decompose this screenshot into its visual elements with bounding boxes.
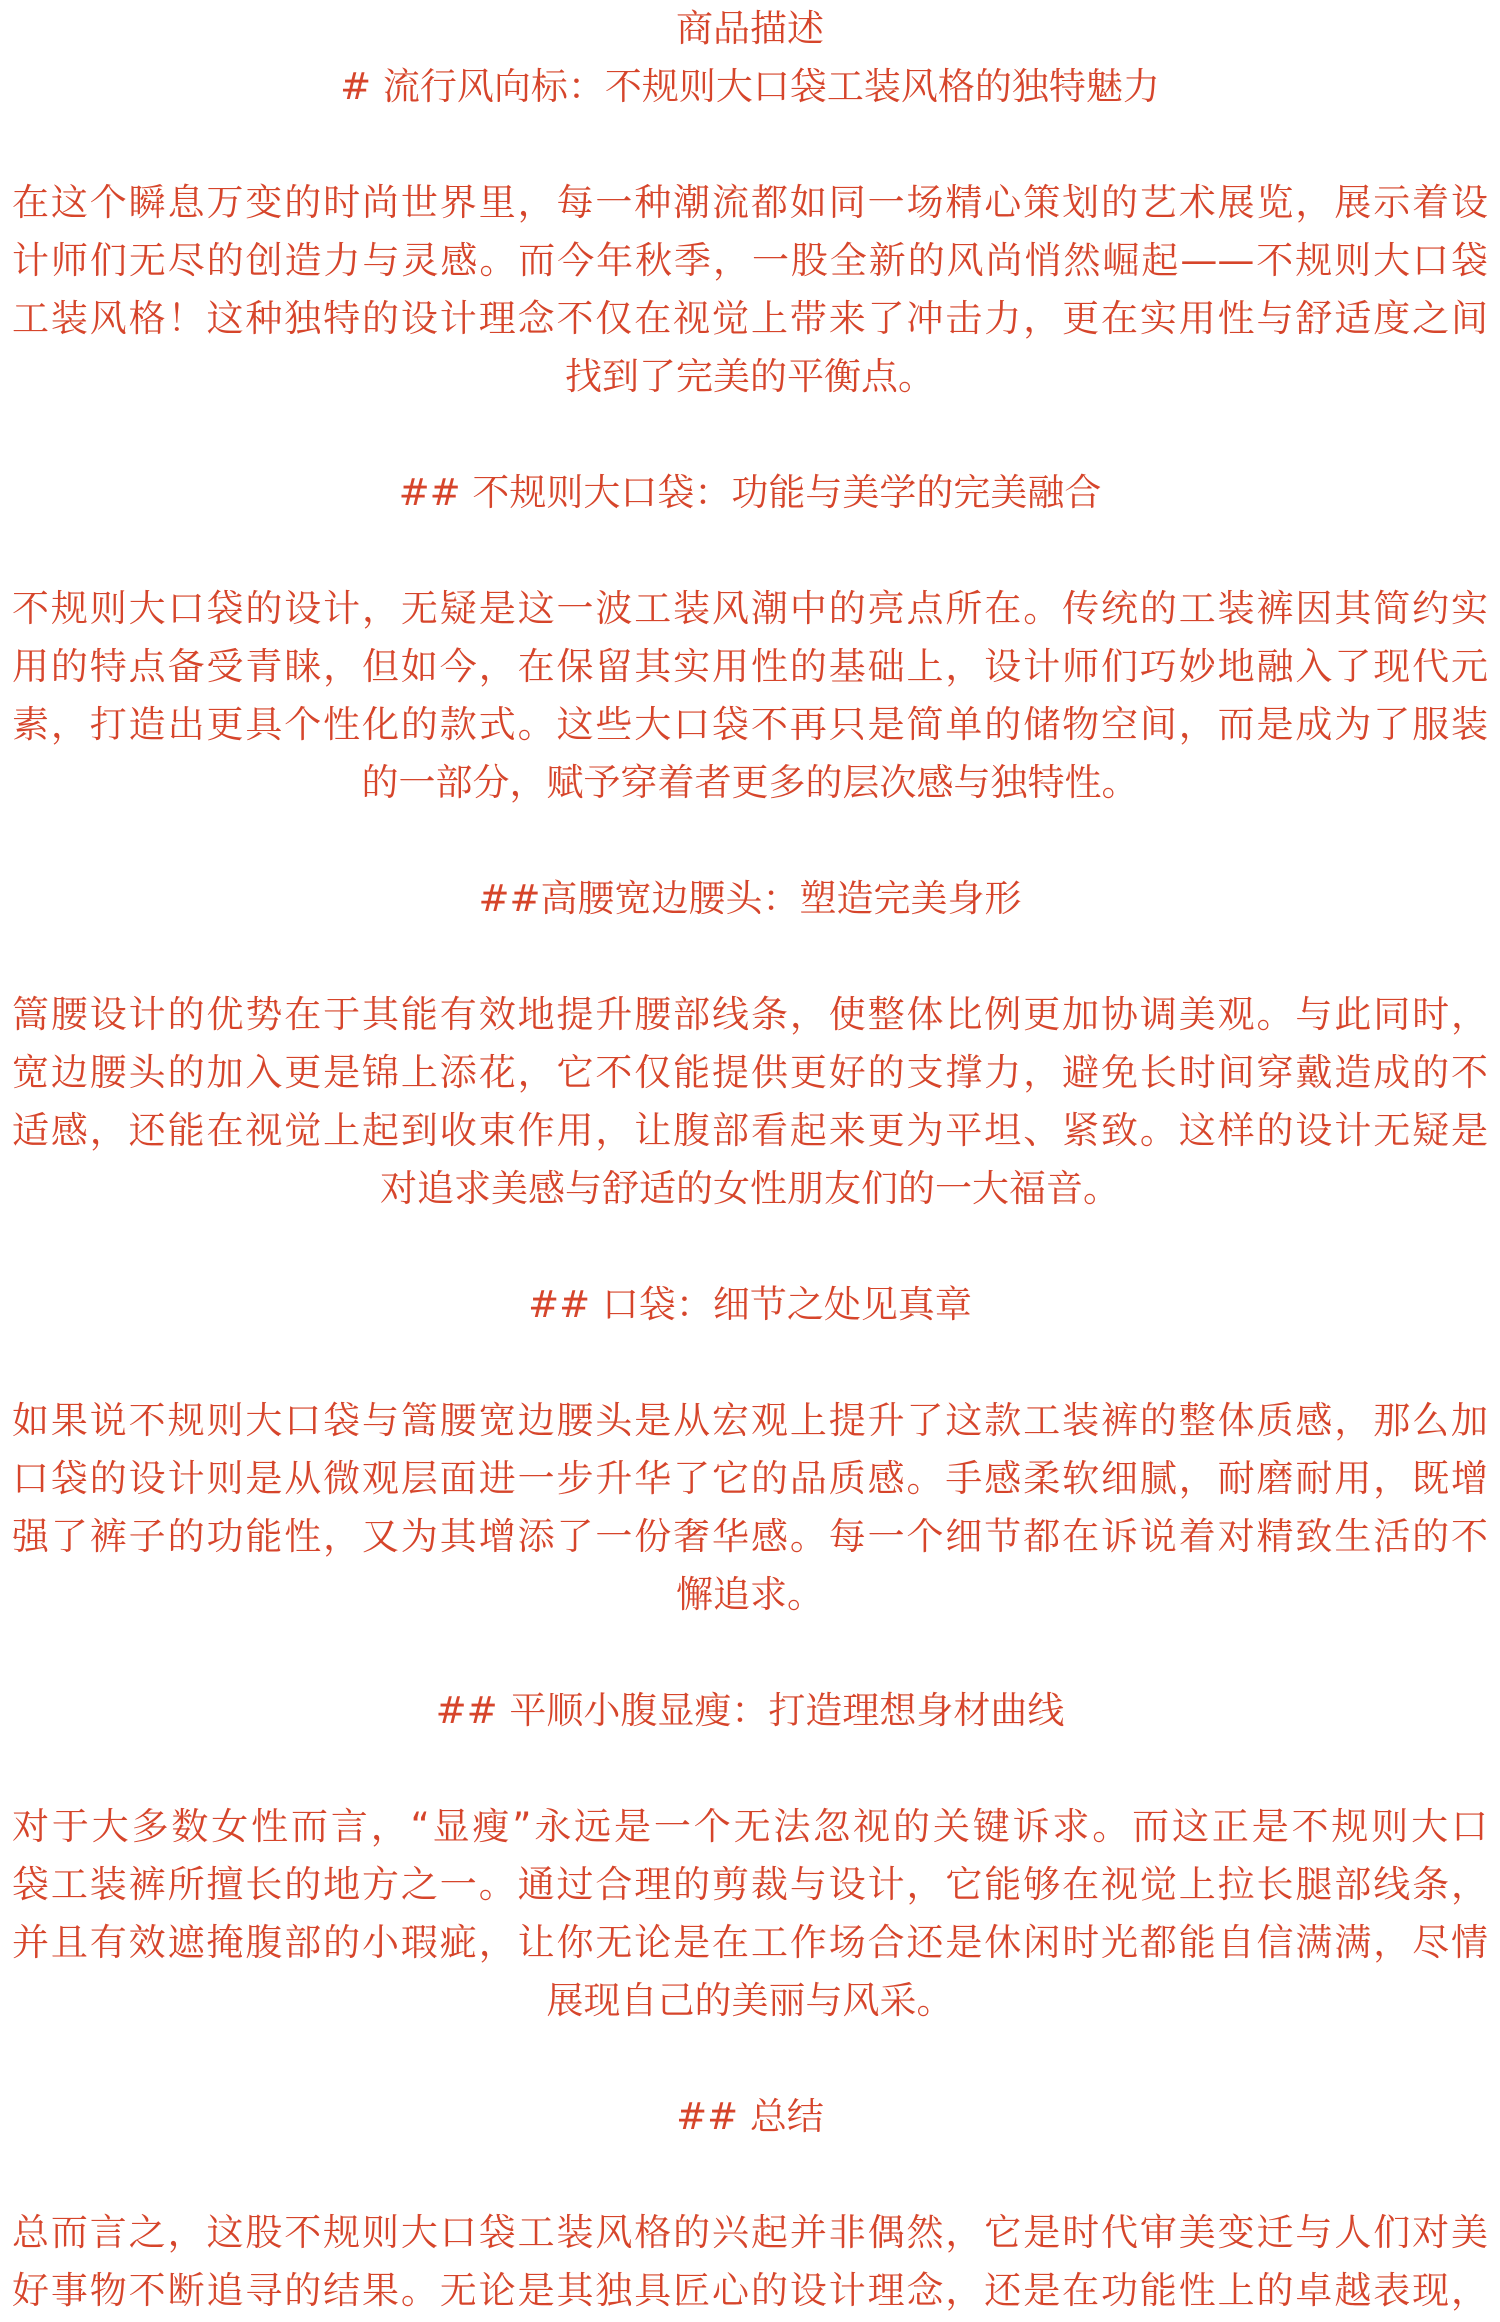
paragraph-line: 并且有效遮掩腹部的小瑕疵，让你无论是在工作场合还是休闲时光都能自信满满，尽情: [12, 1921, 1488, 1964]
spacer: [12, 812, 1488, 870]
paragraph-line: 计师们无尽的创造力与灵感。而今年秋季，一股全新的风尚悄然崛起——不规则大口袋: [12, 239, 1488, 282]
section-heading: ##高腰宽边腰头：塑造完美身形: [478, 877, 1022, 920]
paragraph-line: 的一部分，赋予穿着者更多的层次感与独特性。: [361, 761, 1139, 804]
paragraph-line: 在这个瞬息万变的时尚世界里，每一种潮流都如同一场精心策划的艺术展览，展示着设: [12, 181, 1488, 224]
spacer: [12, 2030, 1488, 2088]
spacer: [12, 1740, 1488, 1798]
paragraph-line: 如果说不规则大口袋与篙腰宽边腰头是从宏观上提升了这款工装裤的整体质感，那么加: [12, 1399, 1488, 1442]
paragraph-line: 袋工装裤所擅长的地方之一。通过合理的剪裁与设计，它能够在视觉上拉长腿部线条，: [12, 1863, 1488, 1906]
paragraph-line: 用的特点备受青睐，但如今，在保留其实用性的基础上，设计师们巧妙地融入了现代元: [12, 645, 1488, 688]
paragraph-line: 找到了完美的平衡点。: [565, 355, 935, 398]
paragraph-line: 宽边腰头的加入更是锦上添花，它不仅能提供更好的支撑力，避免长时间穿戴造成的不: [12, 1051, 1488, 1094]
spacer: [12, 522, 1488, 580]
section-heading: ## 总结: [676, 2095, 824, 2138]
spacer: [12, 1334, 1488, 1392]
spacer: [12, 1624, 1488, 1682]
paragraph-line: 对于大多数女性而言，“显瘦”永远是一个无法忽视的关键诉求。而这正是不规则大口: [12, 1805, 1488, 1848]
paragraph-line: 素，打造出更具个性化的款式。这些大口袋不再只是简单的储物空间，而是成为了服装: [12, 703, 1488, 746]
spacer: [12, 2146, 1488, 2204]
paragraph-line: 适感，还能在视觉上起到收束作用，让腹部看起来更为平坦、紧致。这样的设计无疑是: [12, 1109, 1488, 1152]
spacer: [12, 116, 1488, 174]
paragraph-line: 强了裤子的功能性，又为其增添了一份奢华感。每一个细节都在诉说着对精致生活的不: [12, 1515, 1488, 1558]
paragraph-line: 好事物不断追寻的结果。无论是其独具匠心的设计理念，还是在功能性上的卓越表现，: [12, 2269, 1488, 2312]
section-heading: ## 平顺小腹显瘦：打造理想身材曲线: [435, 1689, 1065, 1732]
paragraph-line: 懈追求。: [676, 1573, 824, 1616]
paragraph-line: 展现自己的美丽与风采。: [546, 1979, 954, 2022]
paragraph-line: 不规则大口袋的设计，无疑是这一波工装风潮中的亮点所在。传统的工装裤因其简约实: [12, 587, 1488, 630]
section-heading: ## 口袋：细节之处见真章: [528, 1283, 972, 1326]
spacer: [12, 928, 1488, 986]
section-heading: ## 不规则大口袋：功能与美学的完美融合: [398, 471, 1102, 514]
paragraph-line: 口袋的设计则是从微观层面进一步升华了它的品质感。手感柔软细腻，耐磨耐用，既增: [12, 1457, 1488, 1500]
spacer: [12, 406, 1488, 464]
section-heading: # 流行风向标：不规则大口袋工装风格的独特魅力: [340, 65, 1160, 108]
page-title: 商品描述: [676, 7, 824, 50]
paragraph-line: 篙腰设计的优势在于其能有效地提升腰部线条，使整体比例更加协调美观。与此同时，: [12, 993, 1488, 1036]
paragraph-line: 工装风格！这种独特的设计理念不仅在视觉上带来了冲击力，更在实用性与舒适度之间: [12, 297, 1488, 340]
spacer: [12, 1218, 1488, 1276]
paragraph-line: 总而言之，这股不规则大口袋工装风格的兴起并非偶然，它是时代审美变迁与人们对美: [12, 2211, 1488, 2254]
paragraph-line: 对追求美感与舒适的女性朋友们的一大福音。: [380, 1167, 1120, 1210]
